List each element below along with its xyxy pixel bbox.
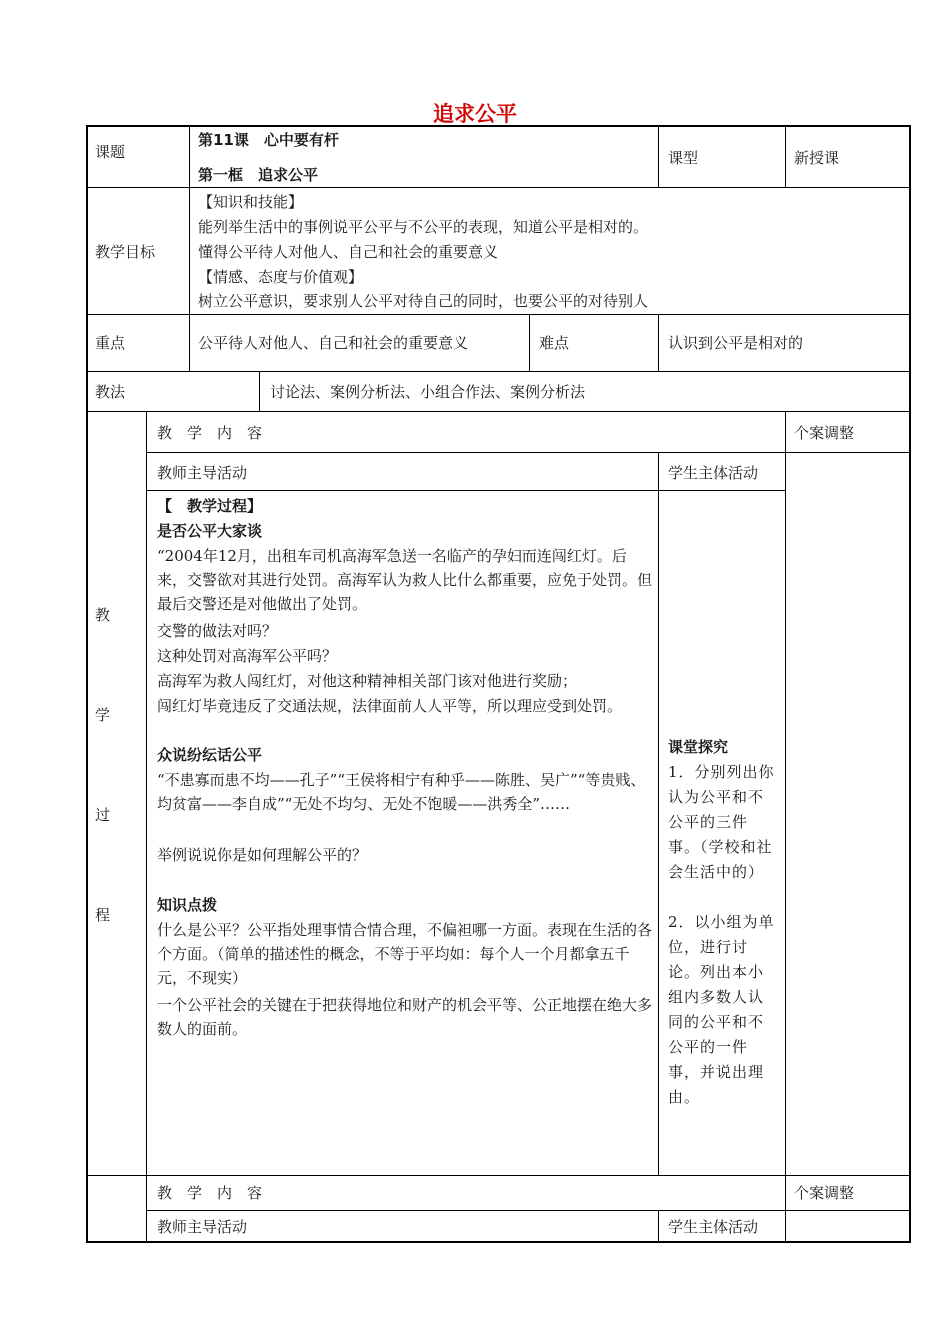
row-divider (86, 371, 911, 372)
key-value: 公平待人对他人、自己和社会的重要意义 (198, 334, 469, 352)
label-type: 课型 (668, 149, 699, 167)
col-divider (785, 411, 786, 1243)
student-item: 1．分别列出你认为公平和不公平的三件事。（学校和社会生活中的） (668, 763, 775, 881)
method-value: 讨论法、案例分析法、小组合作法、案例分析法 (270, 383, 586, 401)
student-header: 学生主体活动 (668, 1218, 759, 1236)
adjust-header: 个案调整 (794, 1184, 855, 1202)
process-label-char: 程 (95, 906, 111, 924)
teacher-section-heading: 是否公平大家谈 (157, 522, 263, 540)
teacher-paragraph: 举例说说你是如何理解公平的？ (157, 846, 368, 864)
section-title: 第一框 追求公平 (198, 166, 319, 184)
col-divider (658, 314, 659, 371)
col-divider (189, 187, 190, 314)
col-divider (529, 314, 530, 371)
label-difficulty: 难点 (539, 334, 570, 352)
row-divider (86, 411, 911, 412)
teacher-paragraph: 闯红灯毕竟违反了交通法规，法律面前人人平等，所以理应受到处罚。 (157, 697, 623, 715)
teacher-paragraph: 一个公平社会的关键在于把获得地位和财产的机会平等、公正地摆在绝大多数人的面前。 (157, 996, 653, 1038)
teacher-header: 教师主导活动 (157, 464, 248, 482)
page-title: 追求公平 (433, 102, 517, 126)
col-divider (658, 125, 659, 187)
row-divider (146, 452, 911, 453)
adjust-header: 个案调整 (794, 424, 855, 442)
lesson-title: 第11课 心中要有杆 (198, 131, 339, 149)
label-goal: 教学目标 (95, 243, 156, 261)
goal-line: 能列举生活中的事例说平公平与不公平的表现，知道公平是相对的。 (198, 218, 649, 236)
process-label-char: 过 (95, 806, 111, 824)
teacher-section-heading: 【 教学过程】 (157, 497, 263, 515)
content-header: 教 学 内 容 (157, 1184, 263, 1202)
col-divider (189, 125, 190, 187)
teacher-paragraph: 这种处罚对高海军公平吗？ (157, 647, 338, 665)
teacher-paragraph: 交警的做法对吗？ (157, 622, 278, 640)
col-divider (189, 314, 190, 371)
type-value: 新授课 (794, 149, 840, 167)
col-divider (658, 452, 659, 1175)
process-label-char: 学 (95, 706, 111, 724)
process-label-char: 教 (95, 606, 111, 624)
student-title: 课堂探究 (668, 738, 729, 756)
goal-line: 【情感、态度与价值观】 (198, 268, 364, 286)
row-divider (86, 1175, 911, 1176)
row-divider (146, 490, 786, 491)
goal-line: 懂得公平待人对他人、自己和社会的重要意义 (198, 243, 499, 261)
goal-line: 【知识和技能】 (198, 193, 304, 211)
student-header: 学生主体活动 (668, 464, 759, 482)
label-keti: 课题 (95, 143, 126, 161)
row-divider (86, 314, 911, 315)
teacher-paragraph: 什么是公平？公平指处理事情合情合理，不偏袒哪一方面。表现在生活的各个方面。（简单的描述性的概念，不等于平均如：每个人一个月都拿五千元，不现实） (157, 921, 653, 987)
content-header: 教 学 内 容 (157, 424, 263, 442)
teacher-paragraph: “2004年12月，出租车司机高海军急送一名临产的孕妇而连闯红灯。后来，交警欲对其进行处罚。高海军认为救人比什么都重要，应免于处罚。但最后交警还是对他做出了处罚。 (157, 547, 653, 613)
label-key: 重点 (95, 334, 126, 352)
student-item: 2．以小组为单位，进行讨论。列出本小组内多数人认同的公平和不公平的一件事，并说出理由。 (668, 913, 775, 1106)
col-divider (259, 371, 260, 411)
col-divider (785, 125, 786, 187)
label-method: 教法 (95, 383, 126, 401)
teacher-paragraph: 高海军为救人闯红灯，对他这种精神相关部门该对他进行奖励； (157, 672, 578, 690)
col-divider (146, 411, 147, 1243)
difficulty-value: 认识到公平是相对的 (668, 334, 804, 352)
teacher-section-heading: 众说纷纭话公平 (157, 746, 263, 764)
col-divider (658, 1210, 659, 1243)
teacher-paragraph: “不患寡而患不均——孔子”“王侯将相宁有种乎——陈胜、吴广”“等贵贱、均贫富——李自成”“无处不均匀、无处不饱暖——洪秀全”…… (157, 771, 646, 813)
teacher-section-heading: 知识点拨 (157, 896, 218, 914)
goal-line: 树立公平意识，要求别人公平对待自己的同时，也要公平的对待别人 (198, 292, 649, 310)
teacher-header: 教师主导活动 (157, 1218, 248, 1236)
row-divider (86, 187, 911, 188)
row-divider (146, 1210, 911, 1211)
